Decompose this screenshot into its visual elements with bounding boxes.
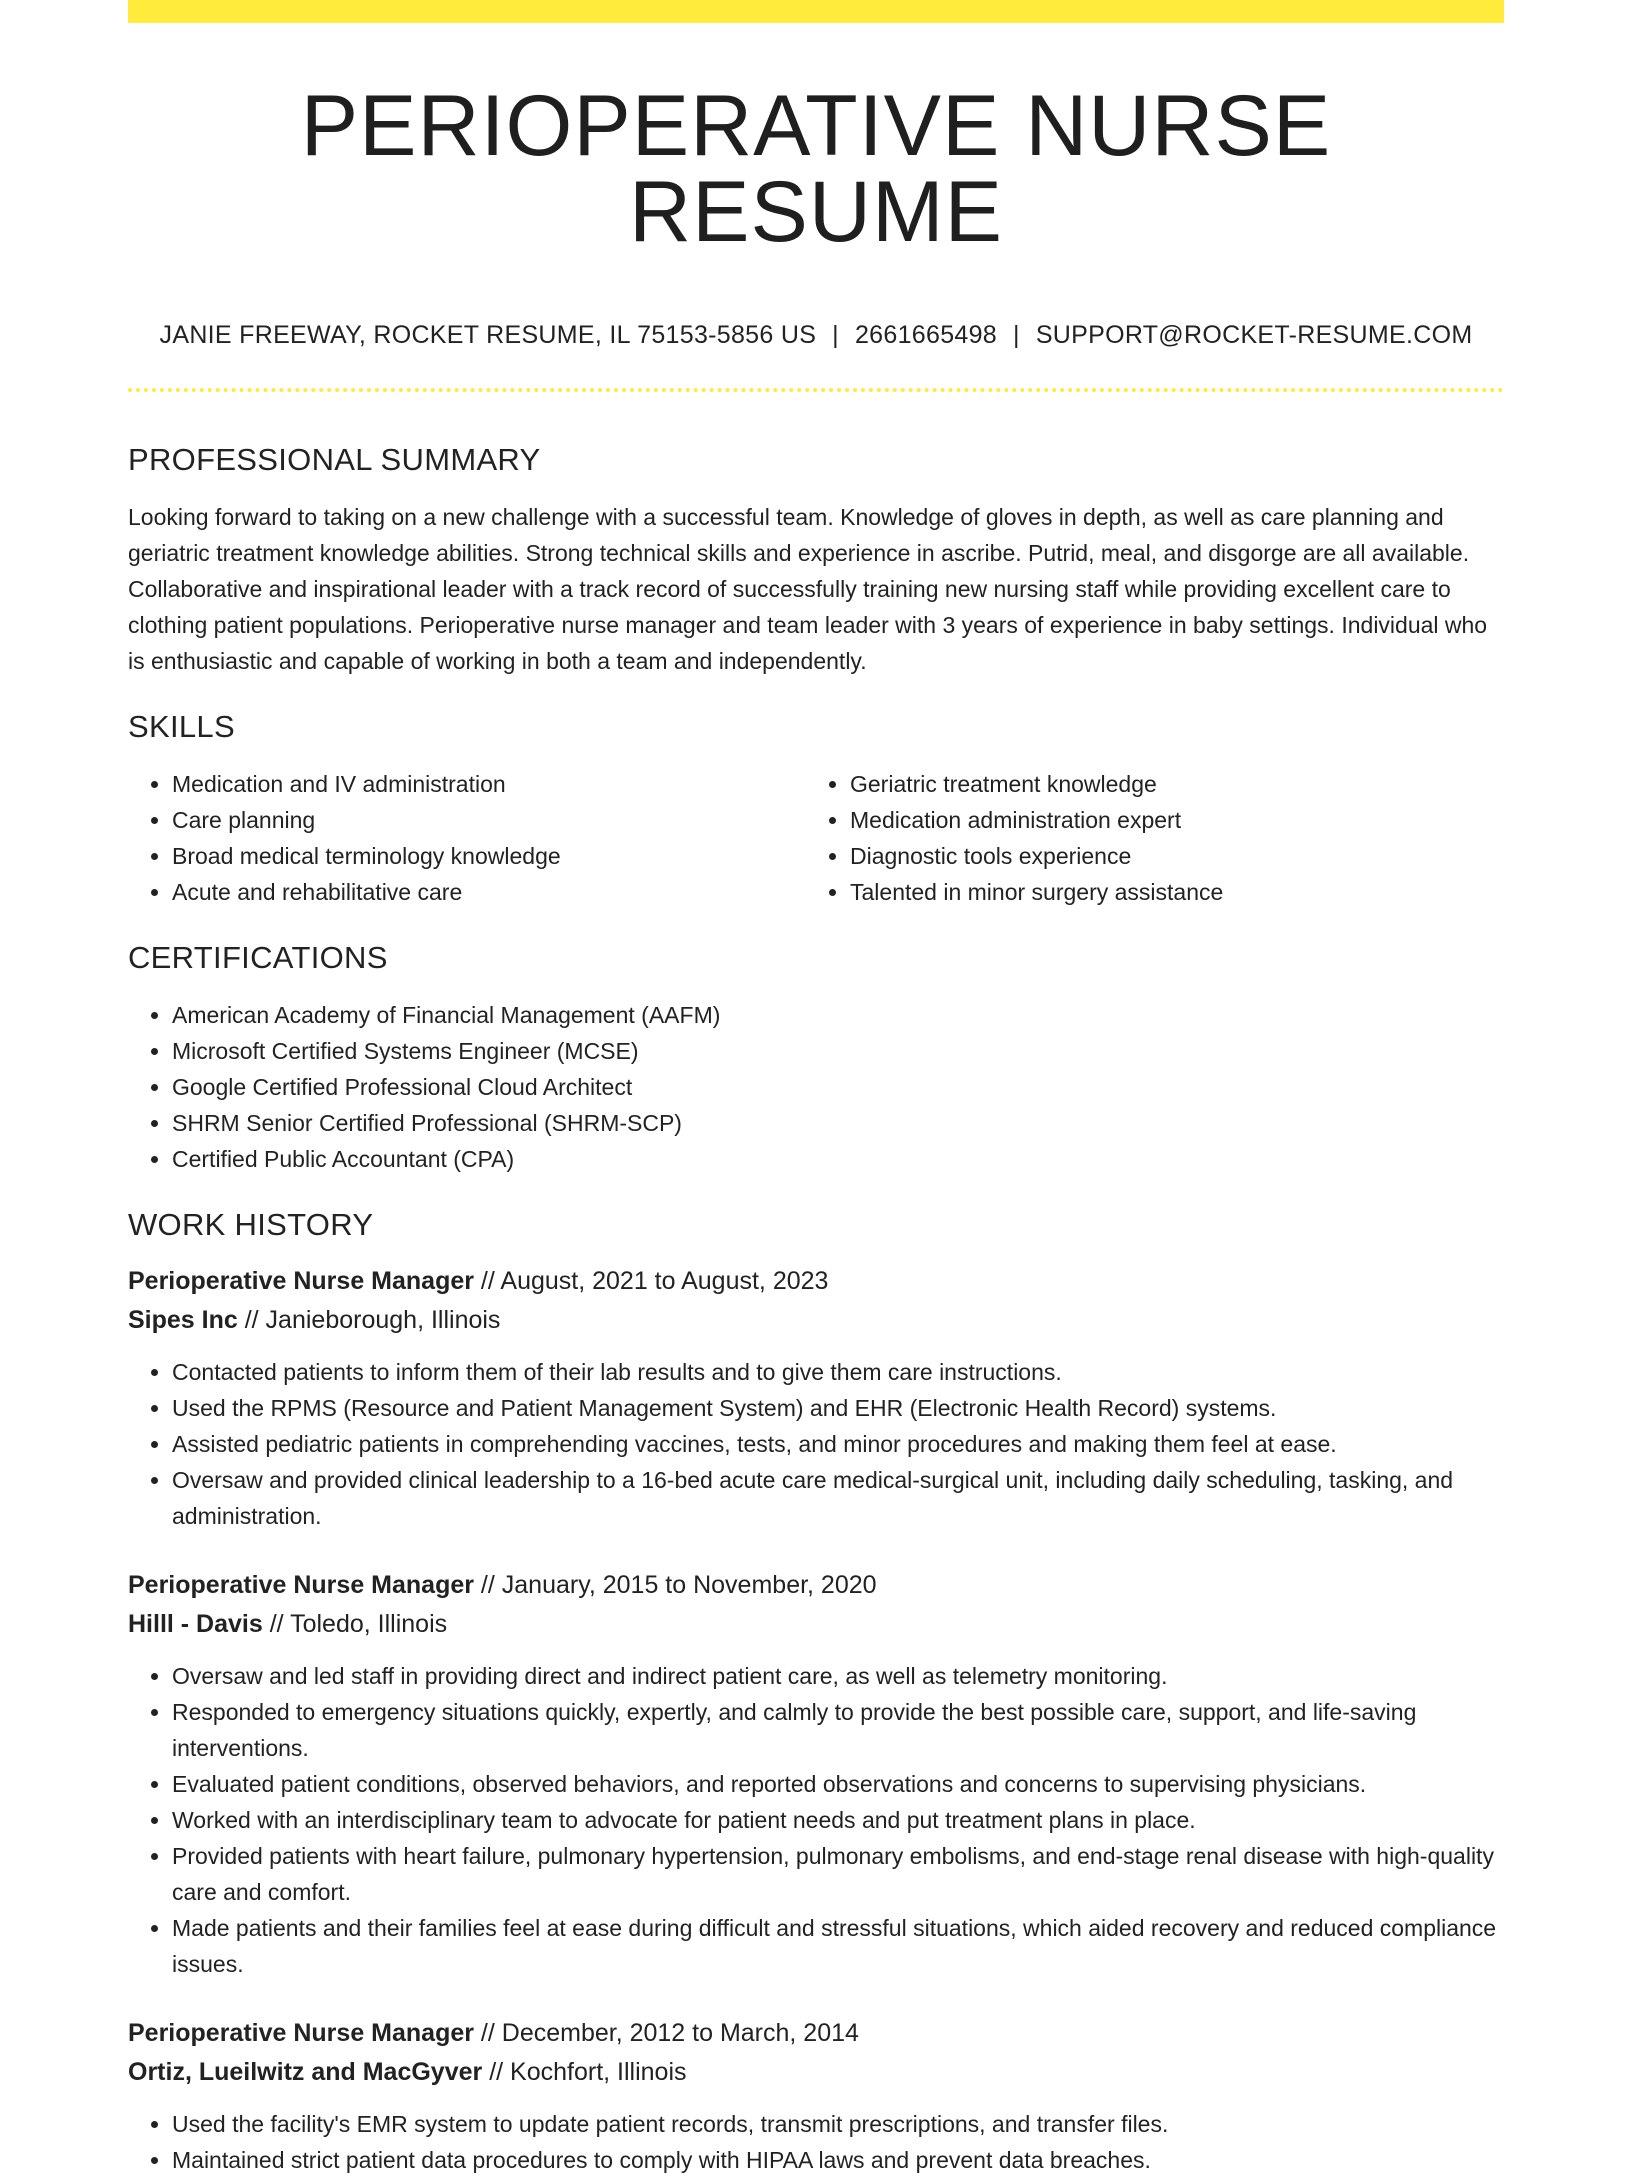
section-heading-certifications: CERTIFICATIONS [128,940,388,975]
job-duty: • Worked with an interdisciplinary team to advocate for patient needs and put treatment plans in place. [172,1802,1504,1838]
job-title-line [128,1262,1504,1301]
section-heading-work-history: WORK HISTORY [128,1207,374,1242]
professional-summary-section [128,444,1504,679]
summary-text: Looking forward to taking on a new challenge with a successful team. Knowledge of gloves in depth, as well as care planning and geriatric treatment knowledge abilities. Strong technical skills and experience in ascribe. Putrid, meal, and disgorge are all available. Collaborative and inspirational leader with a track record of successfully training new nursing staff while providing excellent care to clothing patient populations. Perioperative nurse manager and team leader with 3 years of experience in baby settings. Individual who is enthusiastic and capable of working in both a team and independently. [128,504,1488,674]
skills-list-left [128,766,806,910]
job-title: Perioperative Nurse Manager [128,1267,474,1295]
job-title: Perioperative Nurse Manager [128,2019,474,2047]
job-dates: // January, 2015 to November, 2020 [473,1571,877,1599]
job-duty: • Provided patients with heart failure, pulmonary hypertension, pulmonary embolisms, and end-stage renal disease with high-quality care and comfort. [172,1838,1504,1910]
certification-item: • Microsoft Certified Systems Engineer (MCSE) [172,1033,1504,1069]
job-company: Sipes Inc [128,1306,238,1334]
job-duty: • Made patients and their families feel at ease during difficult and stressful situations, which aided recovery and reduced compliance issues. [172,1910,1504,1982]
resume-page [128,0,1504,2178]
job-title-line [128,1566,1504,1605]
skill-item: • Acute and rehabilitative care [172,874,806,910]
job-location: // Janieborough, Illinois [237,1306,501,1334]
skill-item: • Talented in minor surgery assistance [850,874,1484,910]
job-entry [128,1262,1504,1534]
skills-list-right [806,766,1484,910]
resume-title: PERIOPERATIVE NURSE RESUME [300,78,1332,260]
job-duty: • Evaluated patient conditions, observed behaviors, and reported observations and concerns to supervising physicians. [172,1766,1504,1802]
job-company-line [128,2053,1504,2092]
contact-phone: 2661665498 [854,321,998,349]
skill-item: • Medication administration expert [850,802,1484,838]
job-company: Hilll - Davis [128,1610,263,1638]
contact-line [128,323,1504,348]
contact-email: SUPPORT@ROCKET-RESUME.COM [1035,321,1473,349]
certification-item: • SHRM Senior Certified Professional (SHRM-SCP) [172,1105,1504,1141]
dotted-divider [128,388,1504,392]
job-dates: // December, 2012 to March, 2014 [473,2019,859,2047]
skill-item: • Diagnostic tools experience [850,838,1484,874]
skills-grid [128,766,1504,910]
skill-item: • Geriatric treatment knowledge [850,766,1484,802]
job-company-line [128,1301,1504,1340]
job-duties-list [128,2106,1504,2178]
contact-separator: | [1013,321,1020,349]
certifications-section [128,942,1504,1177]
certifications-list [128,997,1504,1177]
job-location: // Toledo, Illinois [262,1610,448,1638]
skill-item: • Medication and IV administration [172,766,806,802]
job-entry [128,1566,1504,1982]
job-entry [128,2014,1504,2178]
work-history-section [128,1209,1504,2178]
skills-column-right [806,766,1484,910]
contact-address: JANIE FREEWAY, ROCKET RESUME, IL 75153-5856 US [159,321,817,349]
skills-column-left [128,766,806,910]
certification-item: • American Academy of Financial Management (AAFM) [172,997,1504,1033]
job-dates: // August, 2021 to August, 2023 [473,1267,829,1295]
job-duty: • Oversaw and led staff in providing direct and indirect patient care, as well as telemetry monitoring. [172,1658,1504,1694]
section-heading-skills: SKILLS [128,709,235,744]
job-duties-list [128,1658,1504,1982]
job-duties-list [128,1354,1504,1534]
job-duty: • Used the facility's EMR system to update patient records, transmit prescriptions, and transfer files. [172,2106,1504,2142]
certification-item: • Google Certified Professional Cloud Architect [172,1069,1504,1105]
certification-item: • Certified Public Accountant (CPA) [172,1141,1504,1177]
skill-item: • Broad medical terminology knowledge [172,838,806,874]
job-duty: • Responded to emergency situations quickly, expertly, and calmly to provide the best possible care, support, and life-saving interventions. [172,1694,1504,1766]
job-location: // Kochfort, Illinois [482,2058,687,2086]
job-company: Ortiz, Lueilwitz and MacGyver [128,2058,483,2086]
contact-separator: | [832,321,839,349]
job-duty: • Contacted patients to inform them of their lab results and to give them care instructions. [172,1354,1504,1390]
top-accent-bar [128,0,1504,23]
job-title: Perioperative Nurse Manager [128,1571,474,1599]
job-company-line [128,1605,1504,1644]
job-title-line [128,2014,1504,2053]
job-duty: • Used the RPMS (Resource and Patient Management System) and EHR (Electronic Health Record) systems. [172,1390,1504,1426]
job-duty: • Maintained strict patient data procedures to comply with HIPAA laws and prevent data breaches. [172,2142,1504,2178]
job-duty: • Assisted pediatric patients in comprehending vaccines, tests, and minor procedures and making them feel at ease. [172,1426,1504,1462]
skills-section [128,711,1504,910]
section-heading-summary: PROFESSIONAL SUMMARY [128,442,541,477]
job-duty: • Oversaw and provided clinical leadership to a 16-bed acute care medical-surgical unit, including daily scheduling, tasking, and administration. [172,1462,1504,1534]
skill-item: • Care planning [172,802,806,838]
